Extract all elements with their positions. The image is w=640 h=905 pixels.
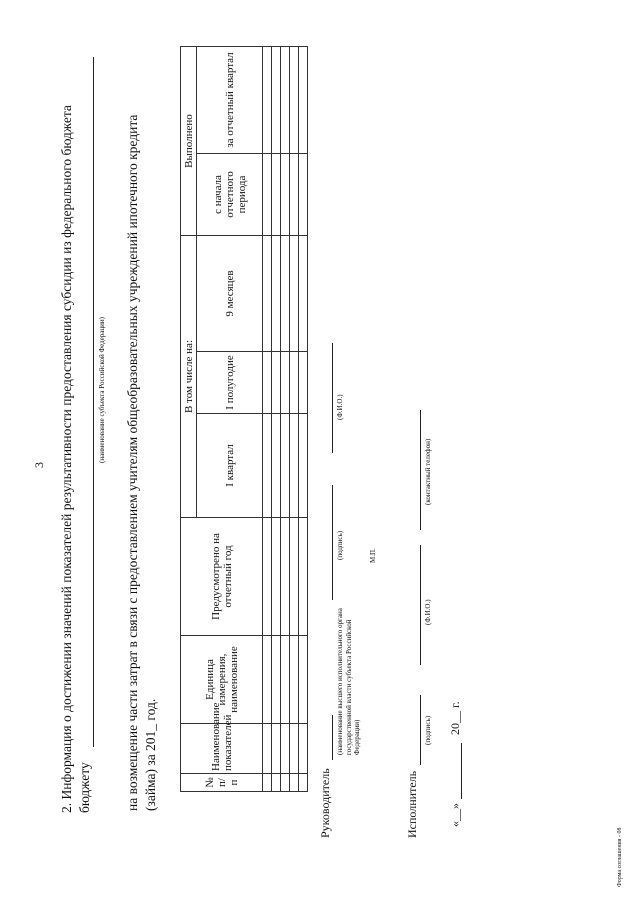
col-from-start-header: с начала отчетного периода: [197, 154, 263, 236]
stamp-mark: М.П.: [369, 548, 377, 563]
col-h1-header: I полугодие: [197, 352, 263, 414]
form-note: Форма соглашения - 08: [617, 827, 623, 887]
head-label: Руководитель: [318, 768, 332, 838]
head-signature-caption: (подпись): [336, 530, 344, 560]
col-unit-header: Единица измерения, наименование: [181, 636, 263, 724]
section-heading: [58, 53, 94, 813]
head-org-line: [332, 715, 333, 760]
subject-name-line: [93, 57, 94, 747]
exec-signature-caption: (подпись): [424, 715, 432, 745]
purpose-paragraph: [124, 51, 160, 811]
group-done-header: Выполнено: [181, 47, 197, 236]
executor-label: Исполнитель: [405, 770, 419, 838]
heading-line-2: бюджету: [77, 762, 92, 813]
col-name-header: Наименование показателей: [181, 724, 263, 774]
head-signature-line: [332, 485, 333, 600]
col-9m-header: 9 месяцев: [197, 236, 263, 352]
table-row: [290, 47, 299, 792]
col-q1-header: I квартал: [197, 414, 263, 518]
paragraph-line-1: на возмещение части затрат в связи с предоставлением учителям общеобразовательных учреждений ипотечного кредита: [125, 114, 140, 811]
exec-signature-line: [420, 695, 421, 765]
col-planned-header: Предусмотрено на отчетный год: [181, 518, 263, 636]
paragraph-line-2: (займа) за 201_ год.: [143, 698, 158, 811]
exec-phone-caption: (контактный телефон): [424, 438, 432, 505]
subject-caption: (наименование субъекта Российской Федерации): [98, 317, 106, 463]
exec-fio-line: [420, 545, 421, 665]
group-including-header: В том числе на:: [181, 236, 197, 518]
table-row: [263, 47, 272, 792]
table-row: [299, 47, 308, 792]
head-fio-line: [332, 343, 333, 453]
head-fio-caption: (Ф.И.О.): [336, 394, 344, 420]
col-number-header: № п/п: [181, 774, 263, 792]
date-day: «__»: [448, 803, 462, 827]
exec-phone-line: [420, 410, 421, 530]
col-quarter-header: за отчетный квартал: [197, 47, 263, 154]
page-number: 3: [32, 462, 46, 468]
date-year: 20__ г.: [448, 701, 462, 735]
head-org-caption: (наименование высшего исполнительного органа государственной власти субъекта Российской Федерации): [336, 608, 361, 755]
heading-line-1: 2. Информация о достижении значений показателей результативности предоставления субсидии из федерального бюджета: [59, 105, 74, 813]
table-row: [272, 47, 281, 792]
table-row: [281, 47, 290, 792]
date-month-line: [461, 743, 462, 799]
exec-fio-caption: (Ф.И.О.): [424, 599, 432, 625]
results-table: [180, 46, 308, 792]
